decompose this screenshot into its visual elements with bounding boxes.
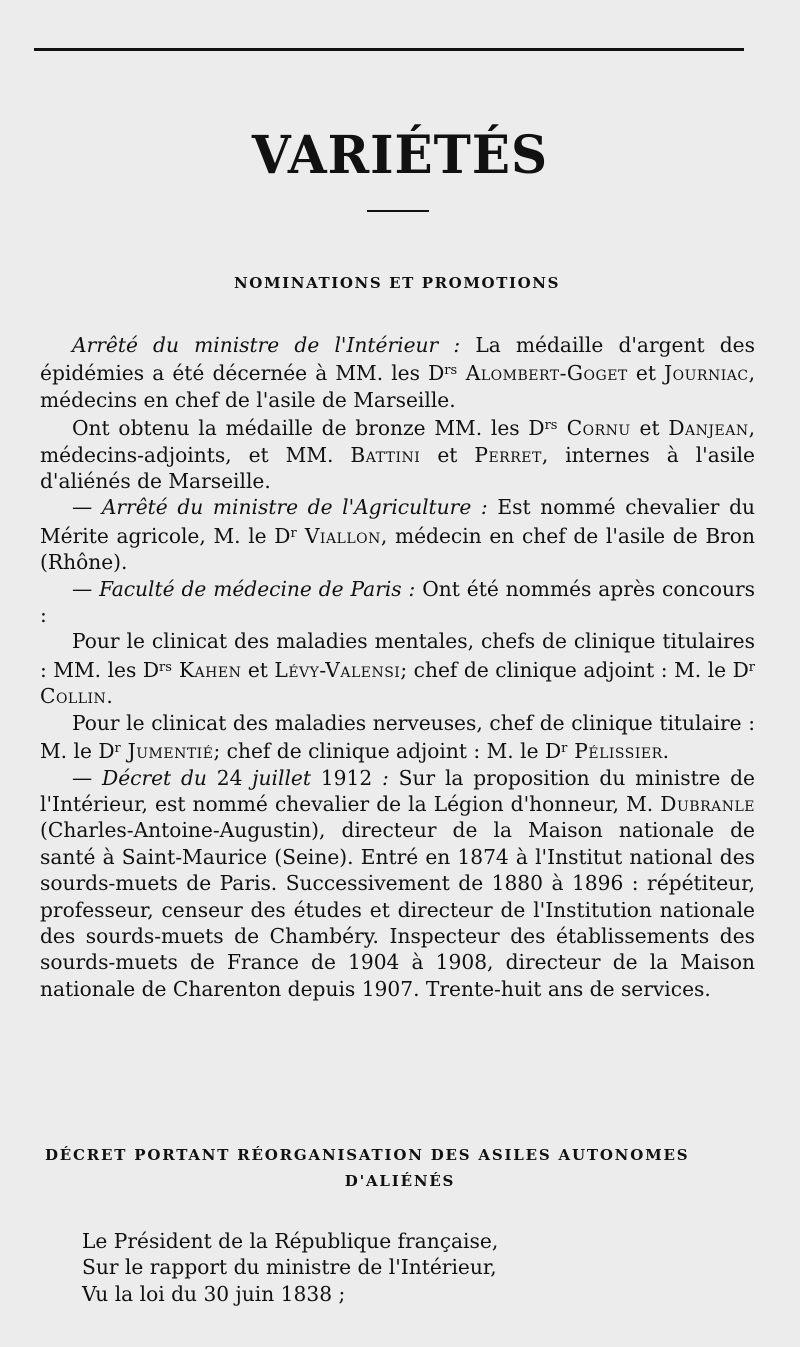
decret-line: Le Président de la République française, — [82, 1229, 499, 1253]
text-run: ; chef de clinique adjoint : M. le D — [213, 739, 562, 764]
person-name: Danjean — [668, 416, 749, 441]
italic-text: juillet — [252, 765, 311, 790]
top-rule — [34, 48, 744, 51]
section-heading-decret — [45, 1142, 755, 1194]
person-name: Pélissier — [567, 739, 663, 764]
person-name: Lévy-Valensi — [274, 657, 401, 682]
superscript: rs — [544, 418, 558, 434]
section-heading-decret-line2: D'ALIÉNÉS — [344, 1172, 456, 1190]
person-name: Journiac — [664, 361, 749, 386]
person-name: Cornu — [557, 416, 631, 441]
text-run: Pour le clinicat des maladies mentales, chefs de clinique titulaires : MM. les D — [40, 629, 755, 682]
text-run: et — [420, 442, 475, 467]
superscript: r — [561, 741, 568, 757]
text-run: , médecins-adjoints, et MM. — [40, 416, 755, 467]
person-name: Jumentié — [120, 739, 214, 764]
italic-text: Arrêté du ministre de l'Intérieur : — [72, 333, 461, 357]
section-body-decret — [40, 1228, 755, 1307]
superscript: r — [114, 741, 121, 757]
text-run: ; chef de clinique adjoint : M. le D — [400, 657, 749, 682]
italic-text: Décret du — [102, 765, 207, 790]
italic-text: : — [382, 765, 389, 790]
superscript: r — [290, 525, 297, 541]
text-run: (Charles-Antoine-Augustin), directeur de la Maison nationale de santé à Saint-Maurice (Seine). Entré en 1874 à l'Institut national des sourds-muets de Paris. Successivement de 1880 à 1896 : répétiteur, professeur, censeur des études et directeur de l'Institution nationale des sourds-muets de Chambéry. Inspecteur des établissements des sourds-muets de France de 1904 à 1908, directeur de la Maison nationale de Charenton depuis 1907. Trente-huit ans de services. — [40, 818, 755, 1001]
paragraph — [40, 494, 755, 575]
text-run: . — [662, 739, 670, 764]
section-heading-decret-line1: DÉCRET PORTANT RÉORGANISATION DES ASILES AUTONOMES — [45, 1146, 690, 1164]
paragraph — [40, 765, 755, 1003]
person-name: Viallon — [296, 523, 381, 548]
person-name: Dubranle — [660, 791, 755, 816]
paragraph — [40, 710, 755, 765]
person-name: Kahen — [171, 657, 242, 682]
text-run: Ont obtenu la médaille de bronze MM. les D — [72, 416, 545, 441]
running-head — [0, 0, 800, 14]
text-run: , internes à l'asile d'aliénés de Marseille. — [40, 442, 755, 494]
superscript: r — [748, 659, 756, 675]
text-run: et — [241, 657, 275, 682]
text-run: — — [72, 576, 100, 601]
text-run: , médecin en chef de l'asile de Bron (Rhône). — [40, 523, 755, 575]
person-name: Collin — [40, 684, 107, 709]
text-run: et — [627, 361, 665, 386]
text-run: Sur la proposition du ministre de l'Intérieur, est nommé chevalier de la Légion d'honneur, M. — [40, 765, 755, 816]
page-title: VARIÉTÉS — [251, 123, 549, 186]
person-name: Alombert-Goget — [457, 361, 628, 386]
person-name: Battini — [350, 442, 421, 467]
section-body-nominations — [40, 332, 755, 1002]
superscript: rs — [159, 659, 172, 675]
text-run: 24 — [206, 765, 253, 790]
superscript: rs — [444, 363, 458, 379]
italic-text: Faculté de médecine de Paris : — [99, 576, 416, 601]
decret-line: Vu la loi du 30 juin 1838 ; — [82, 1281, 346, 1306]
text-run: Ont été nommés après concours : — [40, 576, 755, 628]
paragraph — [40, 332, 755, 413]
title-rule — [367, 210, 429, 212]
text-run: — — [72, 765, 103, 790]
decret-line: Sur le rapport du ministre de l'Intérieur, — [82, 1255, 497, 1280]
person-name: Perret — [474, 442, 542, 467]
text-run: . — [106, 684, 113, 709]
text-run: 1912 — [310, 765, 382, 790]
paragraph — [40, 628, 755, 709]
paragraph — [40, 576, 755, 629]
section-heading-nominations: NOMINATIONS ET PROMOTIONS — [233, 274, 561, 292]
text-run: Pour le clinicat des maladies nerveuses, chef de clinique titulaire : M. le D — [40, 710, 755, 764]
italic-text: Arrêté du ministre de l'Agriculture : — [101, 495, 488, 520]
text-run: La médaille d'argent des épidémies a été décernée à MM. les D — [40, 333, 755, 386]
text-run: — — [72, 495, 102, 520]
paragraph — [40, 413, 755, 494]
text-run: et — [630, 416, 669, 441]
text-run: , médecins en chef de l'asile de Marseille. — [40, 361, 755, 412]
text-run: Est nommé chevalier du Mérite agricole, M. le D — [40, 495, 755, 548]
